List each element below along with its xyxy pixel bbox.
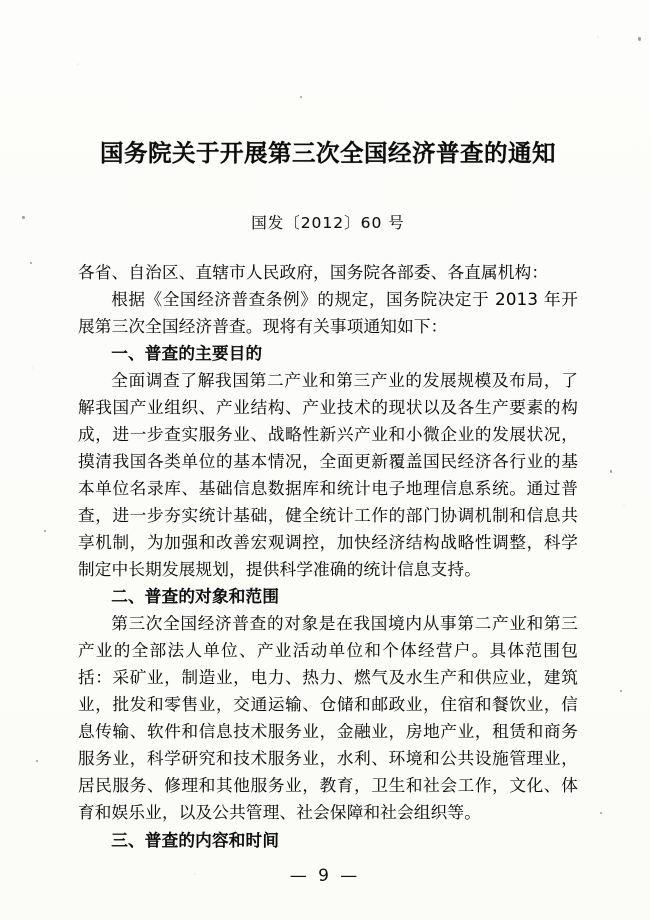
page-number: — 9 — (289, 866, 361, 886)
paragraph-intro: 根据《全国经济普查条例》的规定，国务院决定于 2013 年开展第三次全国经济普查。现将有关事项通知如下： (78, 289, 578, 336)
scan-speck (638, 37, 641, 41)
scan-speck (30, 262, 32, 264)
scan-speck (36, 760, 38, 762)
document-body (78, 259, 578, 854)
scan-speck (44, 530, 46, 532)
scan-speck (620, 690, 622, 692)
document-title: 国务院关于开展第三次全国经济普查的通知 (100, 139, 556, 167)
document-content (78, 0, 578, 920)
section-heading-3: 三、普查的内容和时间 (111, 830, 280, 850)
scan-speck (22, 216, 25, 219)
section-body-2: 第三次全国经济普查的对象是在我国境内从事第二产业和第三产业的全部法人单位、产业活动单位和个体经营户。具体范围包括：采矿业，制造业，电力、热力、燃气及水生产和供应业，建筑业，批发和零售业，交通运输、仓储和邮政业，住宿和餐饮业，信息传输、软件和信息技术服务业，金融业，房地产业，租赁和商务服务业，科学研究和技术服务业，水利、环境和公共设施管理业，居民服务、修理和其他服务业，教育，卫生和社会工作，文化、体育和娱乐业，以及公共管理、社会保障和社会组织等。 (78, 614, 578, 823)
section-heading-1: 一、普查的主要目的 (111, 343, 263, 363)
section-body-1: 全面调查了解我国第二产业和第三产业的发展规模及布局，了解我国产业组织、产业结构、产业技术的现状以及各生产要素的构成，进一步查实服务业、战略性新兴产业和小微企业的发展状况，摸清我国各类单位的基本情况，全面更新覆盖国民经济各行业的基本单位名录库、基础信息数据库和统计电子地理信息系统。通过普查，进一步夯实统计基础，健全统计工作的部门协调机制和信息共享机制，为加强和改善宏观调控，加快经济结构战略性调整，科学制定中长期发展规划，提供科学准确的统计信息支持。 (78, 370, 578, 580)
paragraph-addressee: 各省、自治区、直辖市人民政府，国务院各部委、各直属机构： (78, 262, 549, 282)
scan-speck (610, 470, 612, 473)
scan-speck (600, 812, 602, 814)
section-heading-2: 二、普查的对象和范围 (111, 587, 280, 607)
document-number: 国发〔2012〕60 号 (251, 213, 405, 232)
